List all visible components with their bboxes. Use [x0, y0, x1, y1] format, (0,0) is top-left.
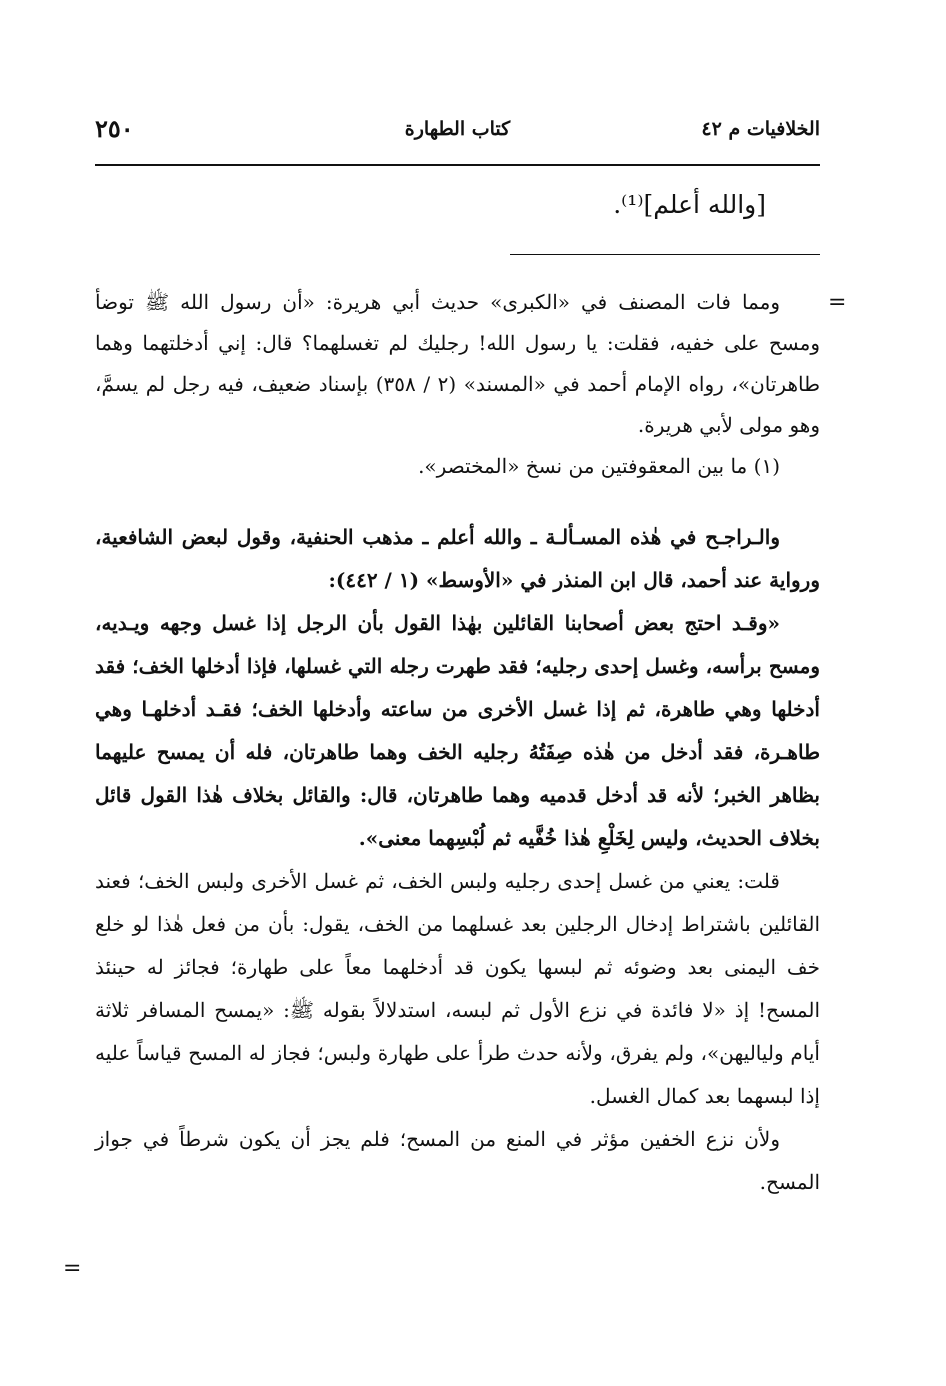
- footnotes: [95, 282, 820, 487]
- footnote-continuation: ومما فات المصنف في «الكبرى» حديث أبي هريرة: «أن رسول الله ﷺ توضأ ومسح على خفيه، فقلت: يا رسول الله! رجليك لم تغسلهما؟ قال: إني أدخلتهما وهما طاهرتان»، رواه الإمام أحمد في «المسند» (٢ / ٣٥٨) بإسناد ضعيف، فيه رجل لم يسمَّ، وهو مولى لأبي هريرة.: [95, 290, 821, 437]
- page-number: ٢٥٠: [95, 114, 134, 143]
- header-rule: [95, 164, 820, 166]
- paragraph-3: قلت: يعني من غسل إحدى رجليه ولبس الخف، ثم غسل الأخرى ولبس الخف؛ فعند القائلين باشتراط إدخال الرجلين بعد غسلهما من الخف، يقول: بأن من فعل هٰذا لو خلع خف اليمنى بعد وضوئه ثم لبسها يكون قد أدخلهما معاً على طهارة؛ فجائز له حينئذ المسح! إذ «لا فائدة في نزع الأول ثم لبسه، استدلالاً بقوله ﷺ: «يمسح المسافر ثلاثة أيام ولياليهن»، ولم يفرق، ولأنه حدث طرأ على طهارة ولبس؛ فجاز له المسح قياساً عليه إذا لبسهما بعد كمال الغسل.: [95, 869, 820, 1108]
- paragraph-4: ولأن نزع الخفين مؤثر في المنع من المسح؛ فلم يجز أن يكون شرطاً في جواز المسح.: [95, 1127, 820, 1194]
- continuation-mark: =: [828, 290, 847, 315]
- main-text: [95, 516, 820, 1204]
- paragraph-1: والـراجـح في هٰذه المسـألـة ـ والله أعلم ـ مذهب الحنفية، وقول لبعض الشافعية، ورواية عند أحمد، قال ابن المنذر في «الأوسط» (١ / ٤٤٢):: [95, 525, 820, 592]
- page-header: [95, 114, 820, 158]
- footnote-1: (١) ما بين المعقوفتين من نسخ «المختصر».: [418, 454, 780, 478]
- paragraph-2: «وقـد احتج بعض أصحابنا القائلين بهٰذا القول بأن الرجل إذا غسل وجهه ويـديه، ومسح برأسه، وغسل إحدى رجليه؛ فقد طهرت رجله التي غسلها، فإذا أدخلها الخف؛ فقد أدخلها وهي طاهرة، ثم إذا غسل الأخرى من ساعته وأدخلها الخف؛ فقـد أدخلهـا وهي طاهـرة، فقد أدخل من هٰذه صِفَتُهُ رجليه الخف وهما طاهرتان، فله أن يمسح عليهما بظاهر الخبر؛ لأنه قد أدخل قدميه وهما طاهرتان، قال: والقائل بخلاف هٰذا القول قائل بخلاف الحديث، وليس لِخَلْعِ هٰذا خُفَّيه ثم لُبْسِهما معنى».: [95, 611, 820, 850]
- closing-line: [والله أعلم]⁽¹⁾.: [613, 190, 766, 219]
- end-mark: =: [63, 1256, 82, 1281]
- book-title: كتاب الطهارة: [404, 118, 511, 140]
- section-label: الخلافيات م ٤٢: [701, 118, 820, 140]
- footnote-separator: [510, 254, 820, 255]
